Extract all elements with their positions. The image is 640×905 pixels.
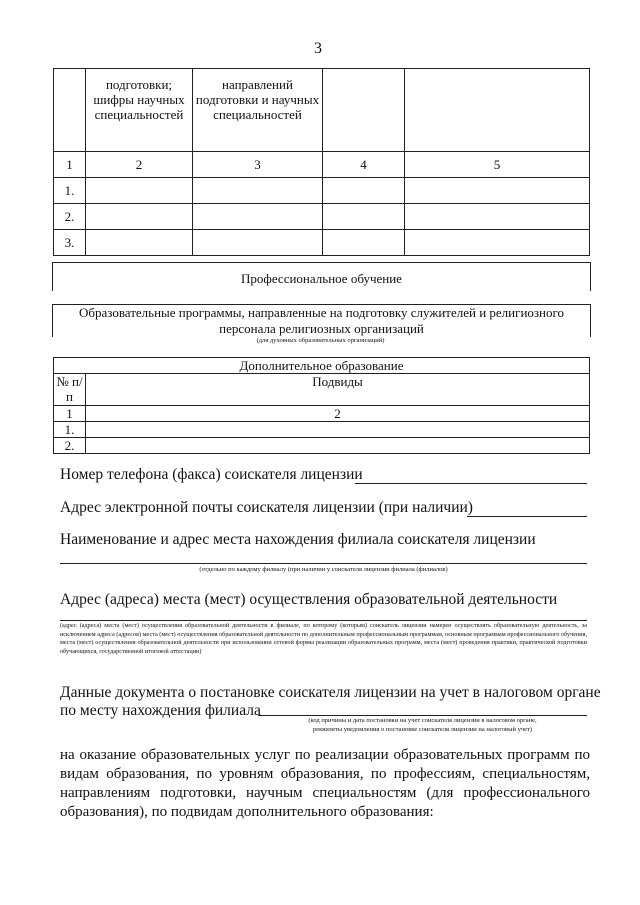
additional-education-table [53, 357, 590, 454]
tax-label-line1: Данные документа о постановке соискателя лицензии на учет в налоговом органе [60, 684, 601, 701]
tax-note-line2: реквизиты уведомления о постановке соискателя лицензии на налоговый учет) [313, 726, 532, 733]
col-number-header: № п/п [54, 374, 86, 406]
row-number: 2. [54, 438, 86, 454]
table-row [54, 230, 590, 256]
row-number: 2. [54, 204, 86, 230]
table-row [54, 438, 590, 454]
table-cell[interactable] [405, 204, 590, 230]
column-number: 5 [405, 152, 590, 178]
page-number: 3 [314, 40, 322, 57]
column-number: 1 [54, 406, 86, 422]
table-cell[interactable] [323, 178, 405, 204]
religious-programs-note: (для духовных образовательных организаций) [256, 337, 385, 344]
table-cell[interactable] [193, 178, 323, 204]
religious-programs-title: Образовательные программы, направленные на подготовку служителей и религиозного персонала религиозных организаций [78, 305, 565, 336]
phone-label: Номер телефона (факса) соискателя лицензии [60, 466, 363, 483]
religious-programs-section [52, 304, 591, 337]
column-number: 2 [86, 152, 193, 178]
row-number: 1. [54, 422, 86, 438]
table-cell[interactable] [86, 204, 193, 230]
column-number: 2 [86, 406, 590, 422]
col-subtypes-header: Подвиды [86, 374, 590, 406]
table-header-cell [54, 69, 86, 152]
additional-education-title: Дополнительное образование [54, 358, 590, 374]
branch-field[interactable] [60, 563, 587, 564]
table-header-cell: подготовки; шифры научных специальностей [86, 69, 193, 152]
address-label: Адрес (адреса) места (мест) осуществления образовательной деятельности [60, 591, 558, 608]
column-number: 4 [323, 152, 405, 178]
table-cell[interactable] [405, 178, 590, 204]
table-header-cell [405, 69, 590, 152]
final-paragraph: на оказание образовательных услуг по реализации образовательных программ по видам образования, по уровням образования, по профессиям, специальностям, направлениям подготовки, научным специальностям (для профессионального образования), по подвидам дополнительного образования: [60, 747, 590, 820]
tax-note-line1: (код причины и дата постановки на учет соискателя лицензии в налоговом органе, [308, 717, 537, 724]
table-cell[interactable] [405, 230, 590, 256]
prof-training-section [52, 262, 591, 291]
table-header-row [54, 69, 590, 152]
branch-note: (отдельно по каждому филиалу (при наличии у соискателя лицензии филиала (филиалов) [199, 566, 448, 573]
table-header-cell [323, 69, 405, 152]
branch-label: Наименование и адрес места нахождения филиала соискателя лицензии [60, 531, 536, 548]
table-numbering-row [54, 152, 590, 178]
table-header-cell: направлений подготовки и научных специальностей [193, 69, 323, 152]
tax-field[interactable] [258, 715, 587, 716]
table-title-row [54, 358, 590, 374]
address-field[interactable] [60, 620, 587, 621]
table-cell[interactable] [193, 204, 323, 230]
row-number: 3. [54, 230, 86, 256]
table-row [54, 422, 590, 438]
table-cell[interactable] [86, 230, 193, 256]
address-note: (адрес (адреса) места (мест) осуществления образовательной деятельности в филиале, по которому (которым) соискатель лицензии намерен осуществлять образовательную деятельность, за исключением адреса (адресов) места (мест) осуществления образовательной деятельности по дополнительным профессиональным программам, основным программам профессионального обучения, места (мест) осуществления образовательной деятельности при использовании сетевой формы реализации образовательных программ, места (мест) проведения практики, практической подготовки обучающихся, государственной итоговой аттестации) [60, 622, 587, 655]
table-cell[interactable] [323, 230, 405, 256]
table-header-row [54, 374, 590, 406]
table-cell[interactable] [86, 178, 193, 204]
prof-training-title: Профессиональное обучение [241, 271, 402, 286]
phone-field[interactable] [355, 483, 587, 484]
row-number: 1. [54, 178, 86, 204]
tax-label-line2: по месту нахождения филиала [60, 702, 261, 719]
table-cell[interactable] [86, 422, 590, 438]
email-field[interactable] [467, 516, 587, 517]
column-number: 3 [193, 152, 323, 178]
table-cell[interactable] [323, 204, 405, 230]
table-cell[interactable] [193, 230, 323, 256]
email-label: Адрес электронной почты соискателя лицензии (при наличии) [60, 499, 473, 516]
table-cell[interactable] [86, 438, 590, 454]
table-numbering-row [54, 406, 590, 422]
table-row [54, 178, 590, 204]
programs-table [53, 68, 590, 256]
table-row [54, 204, 590, 230]
column-number: 1 [54, 152, 86, 178]
